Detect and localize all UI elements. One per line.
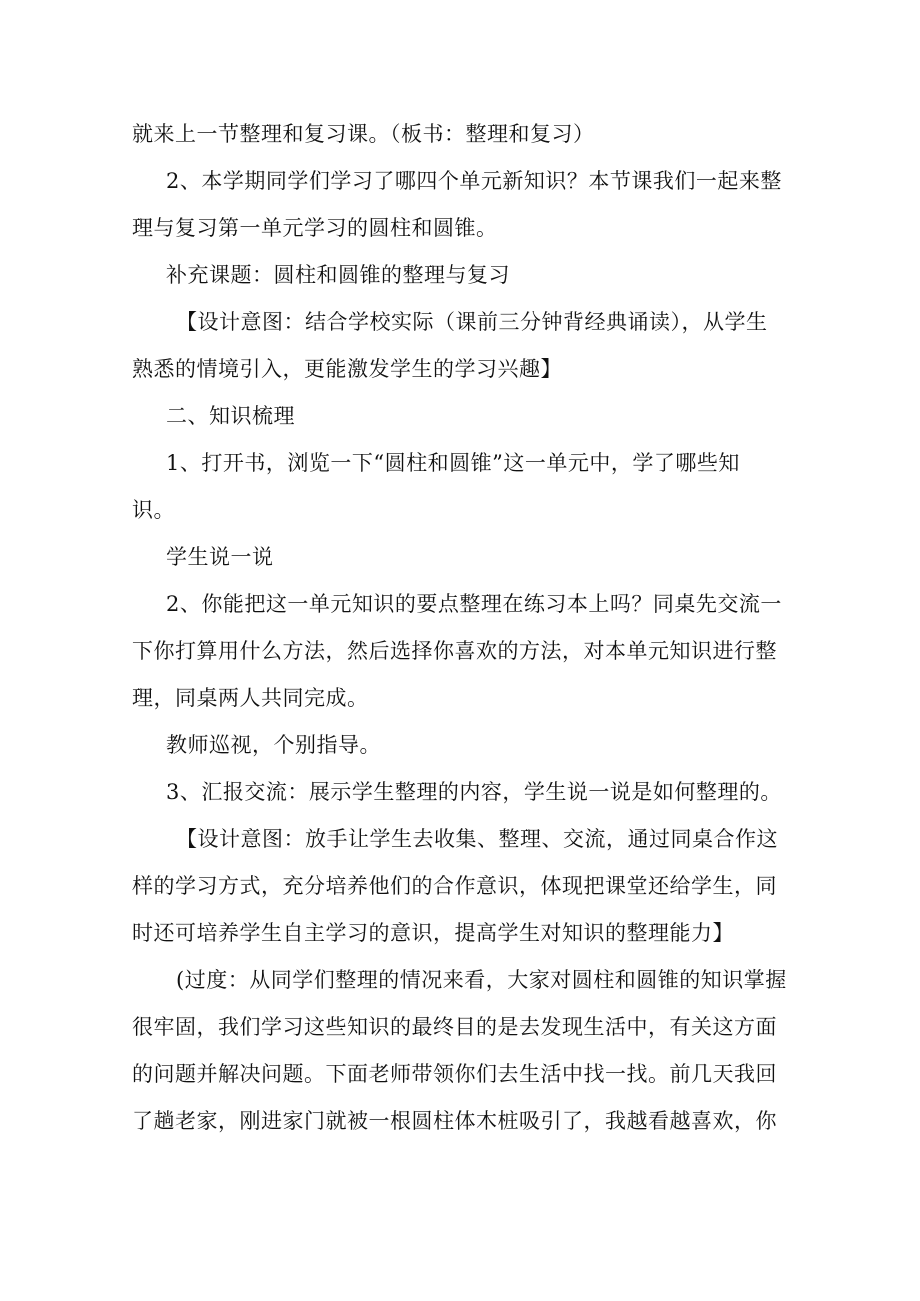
paragraph [132, 111, 804, 158]
text-line: (过度：从同学们整理的情况来看，大家对圆柱和圆锥的知识掌握 [176, 968, 787, 992]
paragraph [132, 440, 804, 534]
text-line: 下你打算用什么方法，然后选择你喜欢的方法，对本单元知识进行整 [132, 639, 777, 663]
paragraph [132, 769, 804, 816]
text-line: 学生说一说 [166, 545, 274, 569]
document-body [132, 111, 804, 1145]
text-line: 理与复习第一单元学习的圆柱和圆锥。 [132, 216, 498, 240]
text-line: 识。 [132, 498, 175, 522]
paragraph [132, 299, 804, 393]
text-line: 就来上一节整理和复习课。（板书：整理和复习） [132, 122, 595, 146]
text-line: 二、知识梳理 [166, 404, 295, 428]
paragraph [132, 158, 804, 252]
text-line: 了趟老家，刚进家门就被一根圆柱体木桩吸引了，我越看越喜欢，你 [132, 1109, 777, 1133]
paragraph [132, 722, 804, 769]
text-line: 2、你能把这一单元知识的要点整理在练习本上吗？同桌先交流一 [166, 592, 782, 616]
text-line: 补充课题：圆柱和圆锥的整理与复习 [166, 263, 510, 287]
text-line: 2、本学期同学们学习了哪四个单元新知识？本节课我们一起来整 [166, 169, 782, 193]
paragraph [132, 957, 804, 1145]
paragraph [132, 252, 804, 299]
text-line: 【设计意图：结合学校实际（课前三分钟背经典诵读），从学生 [176, 310, 768, 334]
paragraph [132, 393, 804, 440]
text-line: 很牢固，我们学习这些知识的最终目的是去发现生活中，有关这方面 [132, 1015, 777, 1039]
text-line: 3、汇报交流：展示学生整理的内容，学生说一说是如何整理的。 [166, 780, 782, 804]
text-line: 教师巡视，个别指导。 [166, 733, 381, 757]
text-line: 时还可培养学生自主学习的意识，提高学生对知识的整理能力】 [132, 921, 734, 945]
text-line: 1、打开书，浏览一下“圆柱和圆锥”这一单元中，学了哪些知 [166, 451, 740, 475]
text-line: 的问题并解决问题。下面老师带领你们去生活中找一找。前几天我回 [132, 1062, 777, 1086]
paragraph [132, 816, 804, 957]
paragraph [132, 581, 804, 722]
text-line: 理，同桌两人共同完成。 [132, 686, 369, 710]
text-line: 【设计意图：放手让学生去收集、整理、交流，通过同桌合作这 [176, 827, 778, 851]
text-line: 熟悉的情境引入，更能激发学生的学习兴趣】 [132, 357, 562, 381]
paragraph [132, 534, 804, 581]
text-line: 样的学习方式，充分培养他们的合作意识，体现把课堂还给学生，同 [132, 874, 777, 898]
